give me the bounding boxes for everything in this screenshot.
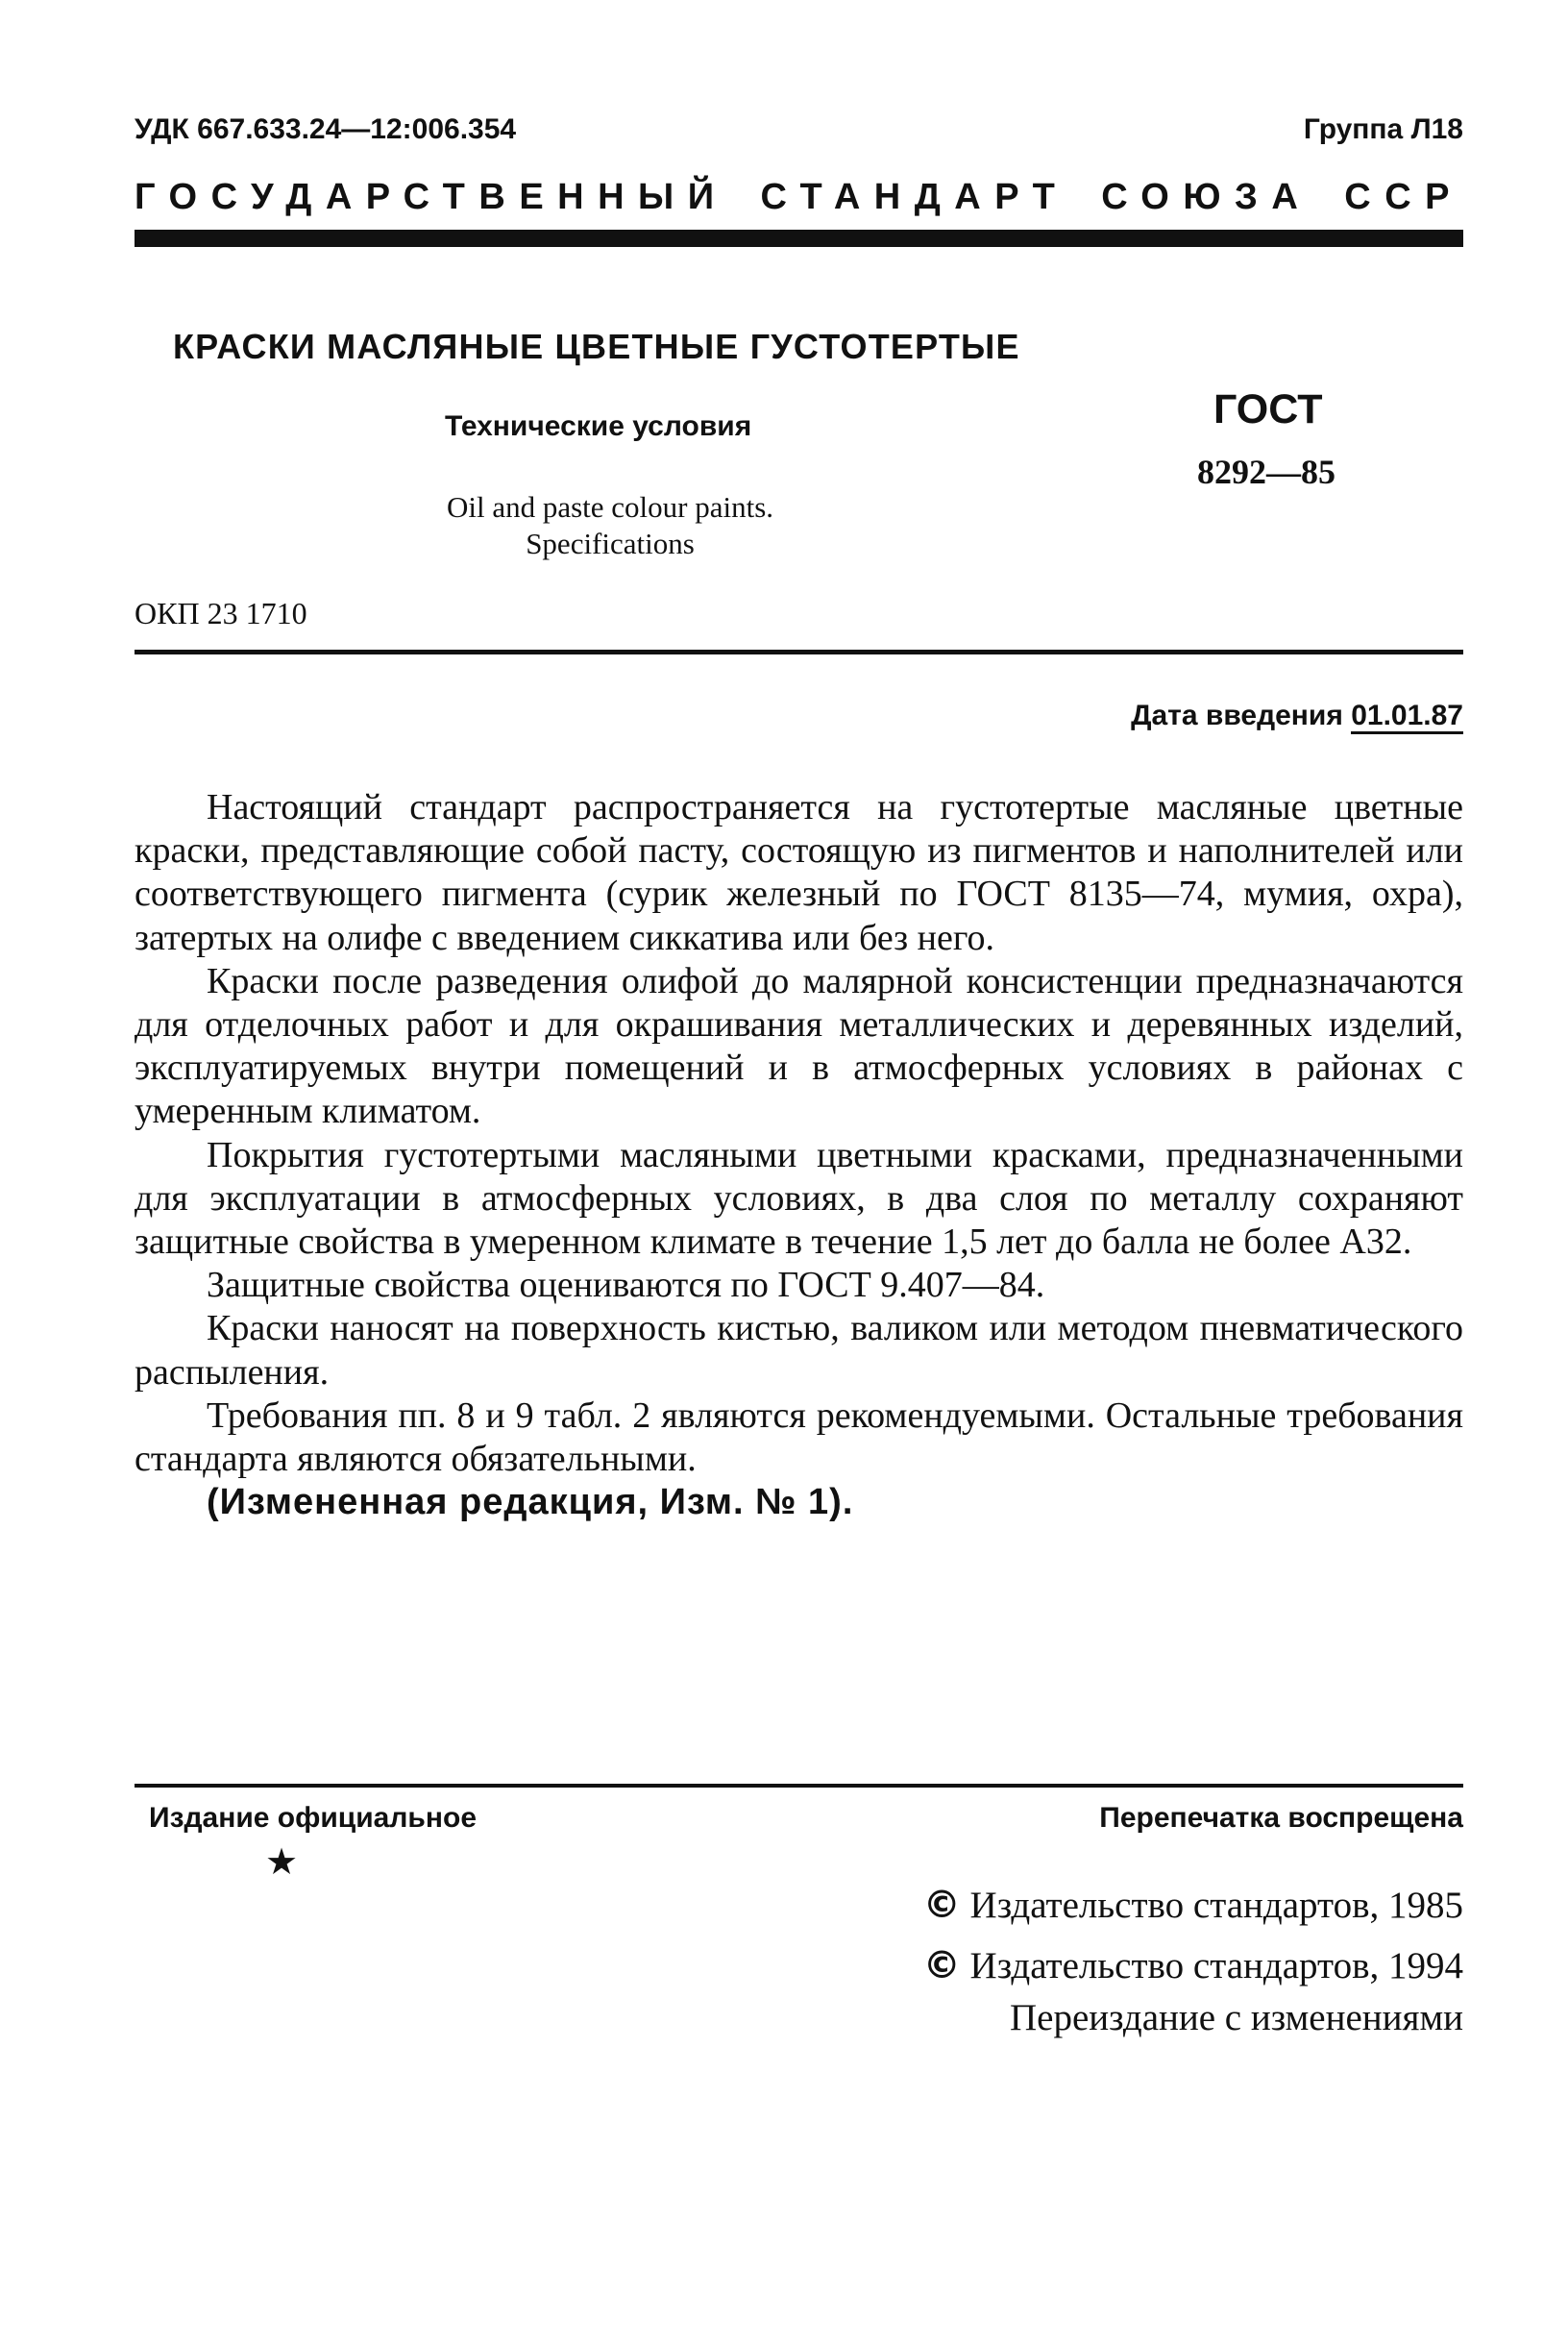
introduction-date-label: Дата введения bbox=[1131, 700, 1343, 731]
copyright-icon: © bbox=[922, 1884, 961, 1927]
okp-code: ОКП 23 1710 bbox=[135, 596, 307, 630]
state-standard-heading: ГОСУДАРСТВЕННЫЙ СТАНДАРТ СОЮЗА ССР bbox=[135, 177, 1463, 217]
star-icon: ★ bbox=[265, 1842, 299, 1883]
gost-number: 8292—85 bbox=[1197, 453, 1335, 491]
paragraph-scope: Настоящий стандарт распространяется на густотертые масляные цветные краски, представляющие собой пасту, состоящую из пигментов и наполнителей или соответствующего пигмента (сурик железный по ГОСТ 8135—74, мумия, охра), затертых на олифе с введением сиккатива или без него. bbox=[135, 787, 1463, 958]
english-title bbox=[380, 489, 841, 562]
document-subtitle: Технические условия bbox=[445, 410, 752, 442]
paragraph-protection: Защитные свойства оцениваются по ГОСТ 9.407—84. bbox=[207, 1265, 1045, 1306]
copyright-icon: © bbox=[922, 1944, 961, 1987]
group-code: Группа Л18 bbox=[1303, 113, 1463, 145]
paragraph-coatings: Покрытия густотертыми масляными цветными красками, предназначенными для эксплуатации в атмосферных условиях, в два слоя по металлу сохраняют защитные свойства в умеренном климате в течение 1,5 лет до балла не более А32. bbox=[135, 1134, 1463, 1263]
copyright-text-1985: Издательство стандартов, 1985 bbox=[969, 1885, 1463, 1926]
paragraph-application: Краски наносят на поверхность кистью, валиком или методом пневматического распыления. bbox=[135, 1308, 1463, 1393]
copyright-text-1994: Издательство стандартов, 1994 bbox=[969, 1945, 1463, 1986]
english-title-line-1: Oil and paste colour paints. bbox=[446, 490, 774, 524]
document-title: КРАСКИ МАСЛЯНЫЕ ЦВЕТНЫЕ ГУСТОТЕРТЫЕ bbox=[173, 327, 1020, 366]
copyright-line-1985 bbox=[923, 1884, 1463, 1927]
reissue-note: Переиздание с изменениями bbox=[1010, 1997, 1463, 2038]
official-edition-label: Издание официальное bbox=[149, 1802, 478, 1834]
udk-code: УДК 667.633.24—12:006.354 bbox=[135, 113, 517, 145]
english-title-line-2: Specifications bbox=[526, 527, 695, 560]
copyright-line-1994 bbox=[923, 1944, 1463, 1987]
middle-rule bbox=[135, 650, 1463, 654]
paragraph-purpose: Краски после разведения олифой до малярной консистенции предназначаются для отделочных работ и для окрашивания металлических и деревянных изделий, эксплуатируемых внутри помещений и в атмосферных условиях в районах с умеренным климатом. bbox=[135, 960, 1463, 1132]
amendment-note: (Измененная редакция, Изм. № 1). bbox=[207, 1482, 854, 1523]
top-rule bbox=[135, 230, 1463, 247]
introduction-date-value: 01.01.87 bbox=[1351, 700, 1463, 734]
paragraph-requirements: Требования пп. 8 и 9 табл. 2 являются рекомендуемыми. Остальные требования стандарта являются обязательными. bbox=[135, 1394, 1463, 1480]
introduction-date bbox=[1131, 700, 1463, 732]
body-text bbox=[135, 786, 1463, 1524]
reprint-prohibited-label: Перепечатка воспрещена bbox=[1099, 1802, 1463, 1834]
gost-label: ГОСТ bbox=[1213, 386, 1323, 432]
bottom-rule bbox=[135, 1784, 1463, 1788]
